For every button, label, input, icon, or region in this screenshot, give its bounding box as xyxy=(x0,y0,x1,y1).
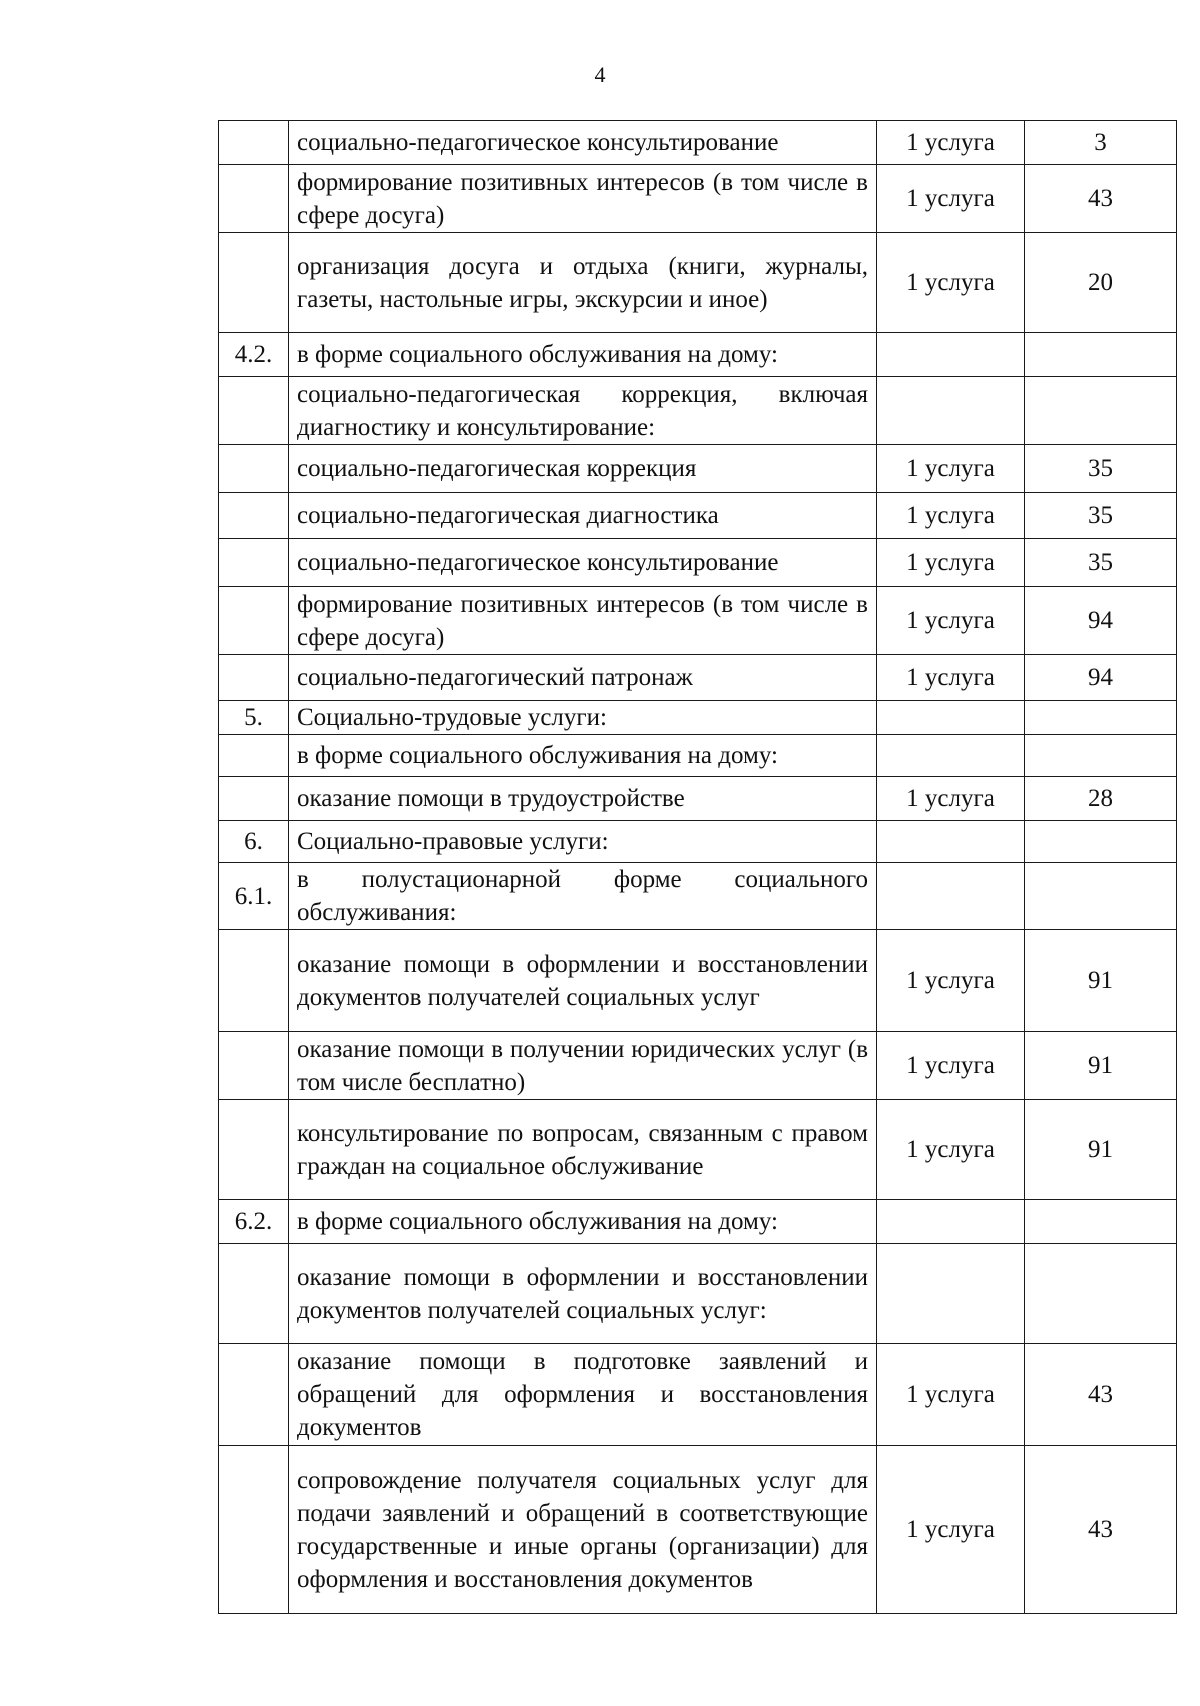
value-cell: 43 xyxy=(1025,1446,1177,1614)
unit-cell: 1 услуга xyxy=(877,539,1025,587)
unit-cell: 1 услуга xyxy=(877,1032,1025,1100)
service-name-cell: формирование позитивных интересов (в том числе в сфере досуга) xyxy=(289,165,877,233)
value-cell xyxy=(1025,377,1177,445)
row-number-cell: 4.2. xyxy=(219,333,289,377)
service-name-cell: социально-педагогический патронаж xyxy=(289,655,877,701)
value-cell: 43 xyxy=(1025,1344,1177,1446)
service-name-cell: социально-педагогическая коррекция xyxy=(289,445,877,493)
value-cell: 94 xyxy=(1025,587,1177,655)
services-table xyxy=(218,120,1177,1614)
table-row xyxy=(219,821,1177,863)
row-number-cell xyxy=(219,1032,289,1100)
value-cell xyxy=(1025,863,1177,930)
service-name-cell: социально-педагогическое консультирование xyxy=(289,539,877,587)
service-name-cell: в полустационарной форме социального обслуживания: xyxy=(289,863,877,930)
unit-cell: 1 услуга xyxy=(877,233,1025,333)
table-row xyxy=(219,1032,1177,1100)
service-name-cell: социально-педагогическая диагностика xyxy=(289,493,877,539)
table-row xyxy=(219,445,1177,493)
service-name-cell: формирование позитивных интересов (в том числе в сфере досуга) xyxy=(289,587,877,655)
unit-cell: 1 услуга xyxy=(877,1344,1025,1446)
row-number-cell xyxy=(219,1100,289,1200)
table-row xyxy=(219,1200,1177,1244)
value-cell xyxy=(1025,1200,1177,1244)
service-name-cell: оказание помощи в получении юридических услуг (в том числе бесплатно) xyxy=(289,1032,877,1100)
row-number-cell xyxy=(219,1446,289,1614)
row-number-cell xyxy=(219,1344,289,1446)
value-cell xyxy=(1025,701,1177,735)
table-row xyxy=(219,777,1177,821)
row-number-cell xyxy=(219,121,289,165)
table-row xyxy=(219,863,1177,930)
table-row xyxy=(219,121,1177,165)
unit-cell xyxy=(877,377,1025,445)
service-name-cell: Социально-трудовые услуги: xyxy=(289,701,877,735)
unit-cell xyxy=(877,735,1025,777)
table-row xyxy=(219,377,1177,445)
value-cell: 35 xyxy=(1025,493,1177,539)
service-name-cell: в форме социального обслуживания на дому: xyxy=(289,1200,877,1244)
table-row xyxy=(219,1344,1177,1446)
row-number-cell xyxy=(219,377,289,445)
row-number-cell xyxy=(219,735,289,777)
table-row xyxy=(219,735,1177,777)
unit-cell: 1 услуга xyxy=(877,587,1025,655)
table-row xyxy=(219,333,1177,377)
row-number-cell xyxy=(219,1244,289,1344)
value-cell: 28 xyxy=(1025,777,1177,821)
value-cell: 35 xyxy=(1025,539,1177,587)
value-cell: 94 xyxy=(1025,655,1177,701)
table-row xyxy=(219,655,1177,701)
table-row xyxy=(219,493,1177,539)
table-row xyxy=(219,1446,1177,1614)
unit-cell: 1 услуга xyxy=(877,165,1025,233)
unit-cell: 1 услуга xyxy=(877,655,1025,701)
table-row xyxy=(219,539,1177,587)
service-name-cell: сопровождение получателя социальных услуг для подачи заявлений и обращений в соответствующие государственные и иные органы (организации) для оформления и восстановления документов xyxy=(289,1446,877,1614)
value-cell: 43 xyxy=(1025,165,1177,233)
value-cell xyxy=(1025,1244,1177,1344)
unit-cell: 1 услуга xyxy=(877,493,1025,539)
page-number: 4 xyxy=(594,62,606,87)
unit-cell: 1 услуга xyxy=(877,930,1025,1032)
unit-cell: 1 услуга xyxy=(877,121,1025,165)
unit-cell xyxy=(877,863,1025,930)
row-number-cell xyxy=(219,445,289,493)
unit-cell xyxy=(877,333,1025,377)
service-name-cell: консультирование по вопросам, связанным с правом граждан на социальное обслуживание xyxy=(289,1100,877,1200)
service-name-cell: Социально-правовые услуги: xyxy=(289,821,877,863)
unit-cell: 1 услуга xyxy=(877,1100,1025,1200)
value-cell: 91 xyxy=(1025,930,1177,1032)
value-cell: 3 xyxy=(1025,121,1177,165)
service-name-cell: социально-педагогическое консультирование xyxy=(289,121,877,165)
row-number-cell xyxy=(219,655,289,701)
unit-cell xyxy=(877,701,1025,735)
row-number-cell xyxy=(219,165,289,233)
table-row xyxy=(219,1244,1177,1344)
row-number-cell: 6.2. xyxy=(219,1200,289,1244)
row-number-cell xyxy=(219,587,289,655)
unit-cell xyxy=(877,821,1025,863)
row-number-cell: 5. xyxy=(219,701,289,735)
service-name-cell: социально-педагогическая коррекция, включая диагностику и консультирование: xyxy=(289,377,877,445)
table-row xyxy=(219,930,1177,1032)
value-cell: 35 xyxy=(1025,445,1177,493)
row-number-cell xyxy=(219,539,289,587)
table-row xyxy=(219,233,1177,333)
unit-cell: 1 услуга xyxy=(877,777,1025,821)
service-name-cell: оказание помощи в оформлении и восстановлении документов получателей социальных услуг xyxy=(289,930,877,1032)
value-cell: 91 xyxy=(1025,1032,1177,1100)
service-name-cell: оказание помощи в оформлении и восстановлении документов получателей социальных услуг: xyxy=(289,1244,877,1344)
table-row xyxy=(219,165,1177,233)
service-name-cell: в форме социального обслуживания на дому: xyxy=(289,735,877,777)
row-number-cell xyxy=(219,233,289,333)
table-row xyxy=(219,1100,1177,1200)
value-cell xyxy=(1025,735,1177,777)
value-cell xyxy=(1025,333,1177,377)
row-number-cell: 6.1. xyxy=(219,863,289,930)
table-row xyxy=(219,701,1177,735)
unit-cell xyxy=(877,1244,1025,1344)
service-name-cell: оказание помощи в подготовке заявлений и обращений для оформления и восстановления документов xyxy=(289,1344,877,1446)
service-name-cell: организация досуга и отдыха (книги, журналы, газеты, настольные игры, экскурсии и иное) xyxy=(289,233,877,333)
unit-cell xyxy=(877,1200,1025,1244)
value-cell xyxy=(1025,821,1177,863)
value-cell: 91 xyxy=(1025,1100,1177,1200)
service-name-cell: оказание помощи в трудоустройстве xyxy=(289,777,877,821)
row-number-cell xyxy=(219,493,289,539)
service-name-cell: в форме социального обслуживания на дому: xyxy=(289,333,877,377)
unit-cell: 1 услуга xyxy=(877,445,1025,493)
unit-cell: 1 услуга xyxy=(877,1446,1025,1614)
row-number-cell xyxy=(219,777,289,821)
services-table-body xyxy=(219,121,1177,1614)
row-number-cell: 6. xyxy=(219,821,289,863)
table-row xyxy=(219,587,1177,655)
value-cell: 20 xyxy=(1025,233,1177,333)
row-number-cell xyxy=(219,930,289,1032)
